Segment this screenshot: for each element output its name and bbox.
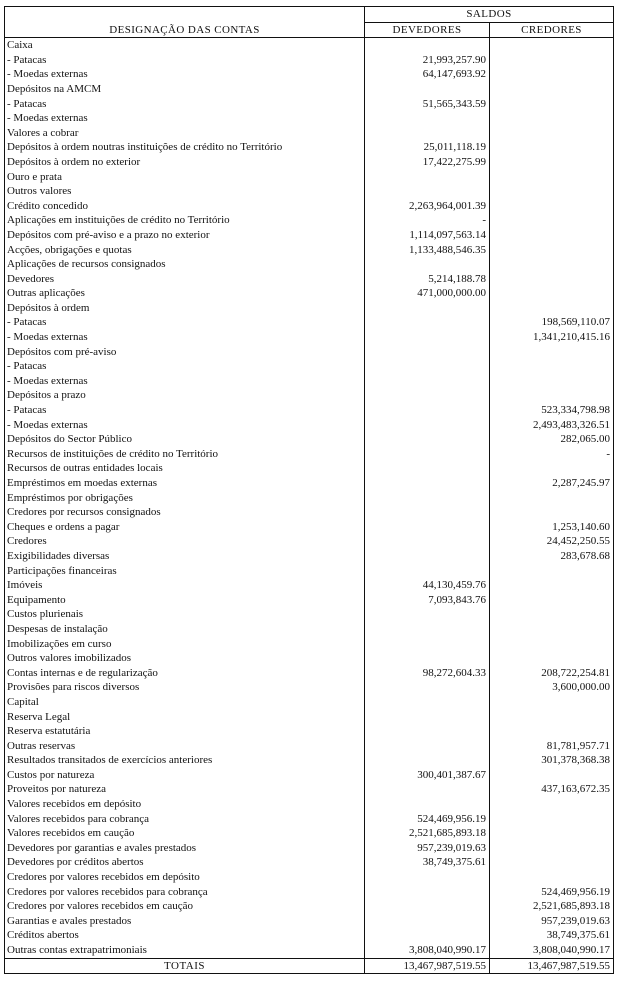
table-row [5,826,614,841]
table-row [5,82,614,97]
debtors-value [365,637,490,652]
debtors-value: 2,521,685,893.18 [365,826,490,841]
creditors-value: 1,341,210,415.16 [490,330,614,345]
creditors-value: 24,452,250.55 [490,534,614,549]
debtors-value [365,870,490,885]
table-row [5,97,614,112]
table-row [5,199,614,214]
creditors-value [490,199,614,214]
debtors-value [365,885,490,900]
debtors-value: 21,993,257.90 [365,53,490,68]
creditors-value [490,651,614,666]
debtors-value [365,753,490,768]
creditors-value [490,97,614,112]
account-name: Valores recebidos em depósito [5,797,365,812]
creditors-value [490,359,614,374]
account-name: Crédito concedido [5,199,365,214]
account-name: Valores recebidos em caução [5,826,365,841]
creditors-value [490,578,614,593]
table-row [5,651,614,666]
account-name: Imóveis [5,578,365,593]
creditors-value: 957,239,019.63 [490,914,614,929]
debtors-value: 471,000,000.00 [365,286,490,301]
account-name: Outras reservas [5,739,365,754]
account-name: Aplicações em instituições de crédito no Território [5,213,365,228]
account-name: Depósitos à ordem [5,301,365,316]
debtors-value [365,607,490,622]
account-name: Aplicações de recursos consignados [5,257,365,272]
debtors-value [365,622,490,637]
table-row [5,549,614,564]
creditors-value: 208,722,254.81 [490,666,614,681]
account-name: Ouro e prata [5,170,365,185]
account-name: - Moedas externas [5,67,365,82]
account-name: - Moedas externas [5,330,365,345]
creditors-value [490,564,614,579]
table-row [5,534,614,549]
debtors-value: 3,808,040,990.17 [365,943,490,958]
account-name: Credores por valores recebidos em depósito [5,870,365,885]
table-row [5,111,614,126]
account-name: Equipamento [5,593,365,608]
debtors-value: 5,214,188.78 [365,272,490,287]
account-name: Empréstimos por obrigações [5,491,365,506]
table-row [5,782,614,797]
table-row [5,505,614,520]
account-name: Acções, obrigações e quotas [5,243,365,258]
creditors-value [490,170,614,185]
debtors-value [365,184,490,199]
debtors-value [365,739,490,754]
creditors-value: 3,600,000.00 [490,680,614,695]
account-name: Imobilizações em curso [5,637,365,652]
table-row [5,38,614,53]
table-row [5,374,614,389]
account-rows [5,38,614,958]
debtors-value [365,710,490,725]
creditors-value [490,140,614,155]
debtors-value: 44,130,459.76 [365,578,490,593]
table-row [5,710,614,725]
creditors-value [490,855,614,870]
creditors-value [490,53,614,68]
table-row [5,666,614,681]
table-row [5,418,614,433]
debtors-value [365,534,490,549]
debtors-value: 51,565,343.59 [365,97,490,112]
creditors-column-header: CREDORES [490,22,614,38]
table-row [5,637,614,652]
creditors-value [490,870,614,885]
creditors-value [490,461,614,476]
debtors-value [365,914,490,929]
account-name: Contas internas e de regularização [5,666,365,681]
debtors-value: - [365,213,490,228]
account-name: Valores recebidos para cobrança [5,812,365,827]
creditors-value [490,126,614,141]
account-name: Depósitos a prazo [5,388,365,403]
account-name: Exigibilidades diversas [5,549,365,564]
creditors-value [490,213,614,228]
account-name: Empréstimos em moedas externas [5,476,365,491]
debtors-value [365,695,490,710]
account-name: Créditos abertos [5,928,365,943]
account-name: Depósitos com pré-aviso e a prazo no exterior [5,228,365,243]
debtors-value: 1,133,488,546.35 [365,243,490,258]
debtors-value [365,315,490,330]
debtors-value: 7,093,843.76 [365,593,490,608]
account-name: Depósitos na AMCM [5,82,365,97]
debtors-value [365,126,490,141]
account-name: Depósitos com pré-aviso [5,345,365,360]
creditors-value [490,637,614,652]
table-row [5,126,614,141]
debtors-value [365,724,490,739]
account-name: Credores por valores recebidos em caução [5,899,365,914]
debtors-value [365,330,490,345]
debtors-value: 17,422,275.99 [365,155,490,170]
debtors-value [365,388,490,403]
account-name: Custos por natureza [5,768,365,783]
debtors-value [365,461,490,476]
creditors-value: 3,808,040,990.17 [490,943,614,958]
account-name: Recursos de outras entidades locais [5,461,365,476]
creditors-value [490,155,614,170]
table-row [5,855,614,870]
table-row [5,593,614,608]
account-name: - Patacas [5,315,365,330]
table-row [5,564,614,579]
debtors-value [365,680,490,695]
debtors-value [365,301,490,316]
table-row [5,680,614,695]
debtors-value [365,432,490,447]
accounts-table [4,6,614,974]
account-name: - Patacas [5,403,365,418]
account-name: Outras aplicações [5,286,365,301]
creditors-value [490,768,614,783]
balances-header: SALDOS [365,7,614,23]
creditors-value [490,812,614,827]
debtors-value [365,82,490,97]
creditors-value [490,345,614,360]
table-row [5,243,614,258]
debtors-value [365,403,490,418]
account-name: Devedores [5,272,365,287]
account-name: Cheques e ordens a pagar [5,520,365,535]
table-row [5,520,614,535]
creditors-value: 523,334,798.98 [490,403,614,418]
table-row [5,607,614,622]
account-name: - Patacas [5,97,365,112]
account-name: Proveitos por natureza [5,782,365,797]
account-name: - Patacas [5,53,365,68]
debtors-value [365,374,490,389]
table-row [5,359,614,374]
creditors-value [490,724,614,739]
account-name: Outras contas extrapatrimoniais [5,943,365,958]
totals-row [5,958,614,974]
debtors-column-header: DEVEDORES [365,22,490,38]
account-name: Reserva estatutária [5,724,365,739]
table-row [5,184,614,199]
debtors-value: 25,011,118.19 [365,140,490,155]
account-name: - Moedas externas [5,374,365,389]
table-row [5,170,614,185]
debtors-value [365,170,490,185]
debtors-value [365,111,490,126]
account-name: Reserva Legal [5,710,365,725]
creditors-value [490,272,614,287]
table-row [5,53,614,68]
table-row [5,228,614,243]
account-column-header: DESIGNAÇÃO DAS CONTAS [5,7,365,38]
debtors-value [365,257,490,272]
creditors-value [490,38,614,53]
debtors-value: 98,272,604.33 [365,666,490,681]
account-name: - Moedas externas [5,111,365,126]
debtors-value: 1,114,097,563.14 [365,228,490,243]
creditors-value: 2,493,483,326.51 [490,418,614,433]
table-row [5,841,614,856]
debtors-value: 38,749,375.61 [365,855,490,870]
creditors-value [490,286,614,301]
creditors-value [490,388,614,403]
account-name: Depósitos à ordem noutras instituições de crédito no Território [5,140,365,155]
debtors-value [365,447,490,462]
account-name: Devedores por garantias e avales prestados [5,841,365,856]
creditors-value: 2,287,245.97 [490,476,614,491]
debtors-value [365,797,490,812]
table-row [5,491,614,506]
account-name: - Patacas [5,359,365,374]
table-row [5,885,614,900]
creditors-value [490,82,614,97]
creditors-value [490,826,614,841]
table-row [5,739,614,754]
debtors-value [365,549,490,564]
creditors-value: 437,163,672.35 [490,782,614,797]
creditors-value [490,491,614,506]
table-row [5,622,614,637]
account-name: Participações financeiras [5,564,365,579]
debtors-value [365,782,490,797]
debtors-value [365,491,490,506]
account-name: Capital [5,695,365,710]
table-row [5,928,614,943]
debtors-value: 300,401,387.67 [365,768,490,783]
creditors-value: 38,749,375.61 [490,928,614,943]
account-name: Devedores por créditos abertos [5,855,365,870]
totals-label: TOTAIS [5,958,365,974]
table-row [5,388,614,403]
debtors-value [365,564,490,579]
table-row [5,914,614,929]
creditors-value: 1,253,140.60 [490,520,614,535]
table-row [5,476,614,491]
table-row [5,724,614,739]
table-row [5,870,614,885]
creditors-value: 2,521,685,893.18 [490,899,614,914]
debtors-value [365,476,490,491]
creditors-value [490,228,614,243]
account-name: Credores por valores recebidos para cobrança [5,885,365,900]
table-row [5,447,614,462]
creditors-value [490,374,614,389]
account-name: Valores a cobrar [5,126,365,141]
creditors-value [490,695,614,710]
creditors-value [490,593,614,608]
totals-creditors: 13,467,987,519.55 [490,958,614,974]
creditors-value [490,111,614,126]
table-row [5,812,614,827]
debtors-value [365,38,490,53]
table-row [5,432,614,447]
account-name: Credores [5,534,365,549]
account-name: Outros valores imobilizados [5,651,365,666]
creditors-value [490,301,614,316]
debtors-value: 64,147,693.92 [365,67,490,82]
creditors-value: 198,569,110.07 [490,315,614,330]
table-row [5,286,614,301]
debtors-value: 524,469,956.19 [365,812,490,827]
creditors-value: 301,378,368.38 [490,753,614,768]
debtors-value [365,505,490,520]
account-name: Despesas de instalação [5,622,365,637]
account-name: - Moedas externas [5,418,365,433]
debtors-value [365,520,490,535]
creditors-value [490,257,614,272]
table-row [5,461,614,476]
account-name: Caixa [5,38,365,53]
account-name: Outros valores [5,184,365,199]
table-row [5,301,614,316]
account-name: Custos plurienais [5,607,365,622]
debtors-value [365,418,490,433]
creditors-value: 282,065.00 [490,432,614,447]
debtors-value: 957,239,019.63 [365,841,490,856]
debtors-value [365,359,490,374]
table-row [5,753,614,768]
creditors-value [490,505,614,520]
creditors-value [490,67,614,82]
account-name: Provisões para riscos diversos [5,680,365,695]
debtors-value: 2,263,964,001.39 [365,199,490,214]
creditors-value [490,797,614,812]
table-row [5,578,614,593]
creditors-value: 81,781,957.71 [490,739,614,754]
table-row [5,345,614,360]
table-row [5,315,614,330]
debtors-value [365,928,490,943]
table-row [5,768,614,783]
creditors-value: - [490,447,614,462]
creditors-value: 524,469,956.19 [490,885,614,900]
account-name: Resultados transitados de exercícios anteriores [5,753,365,768]
table-row [5,155,614,170]
table-row [5,272,614,287]
creditors-value [490,841,614,856]
account-name: Depósitos do Sector Público [5,432,365,447]
table-row [5,943,614,958]
table-row [5,257,614,272]
creditors-value [490,607,614,622]
creditors-value [490,710,614,725]
table-row [5,899,614,914]
account-name: Recursos de instituições de crédito no Território [5,447,365,462]
creditors-value [490,243,614,258]
table-row [5,140,614,155]
creditors-value [490,184,614,199]
table-row [5,403,614,418]
debtors-value [365,651,490,666]
table-row [5,213,614,228]
debtors-value [365,899,490,914]
account-name: Garantias e avales prestados [5,914,365,929]
account-name: Credores por recursos consignados [5,505,365,520]
creditors-value [490,622,614,637]
account-name: Depósitos à ordem no exterior [5,155,365,170]
table-row [5,797,614,812]
table-row [5,695,614,710]
balance-sheet [4,6,613,991]
table-row [5,330,614,345]
debtors-value [365,345,490,360]
totals-debtors: 13,467,987,519.55 [365,958,490,974]
table-row [5,67,614,82]
creditors-value: 283,678.68 [490,549,614,564]
